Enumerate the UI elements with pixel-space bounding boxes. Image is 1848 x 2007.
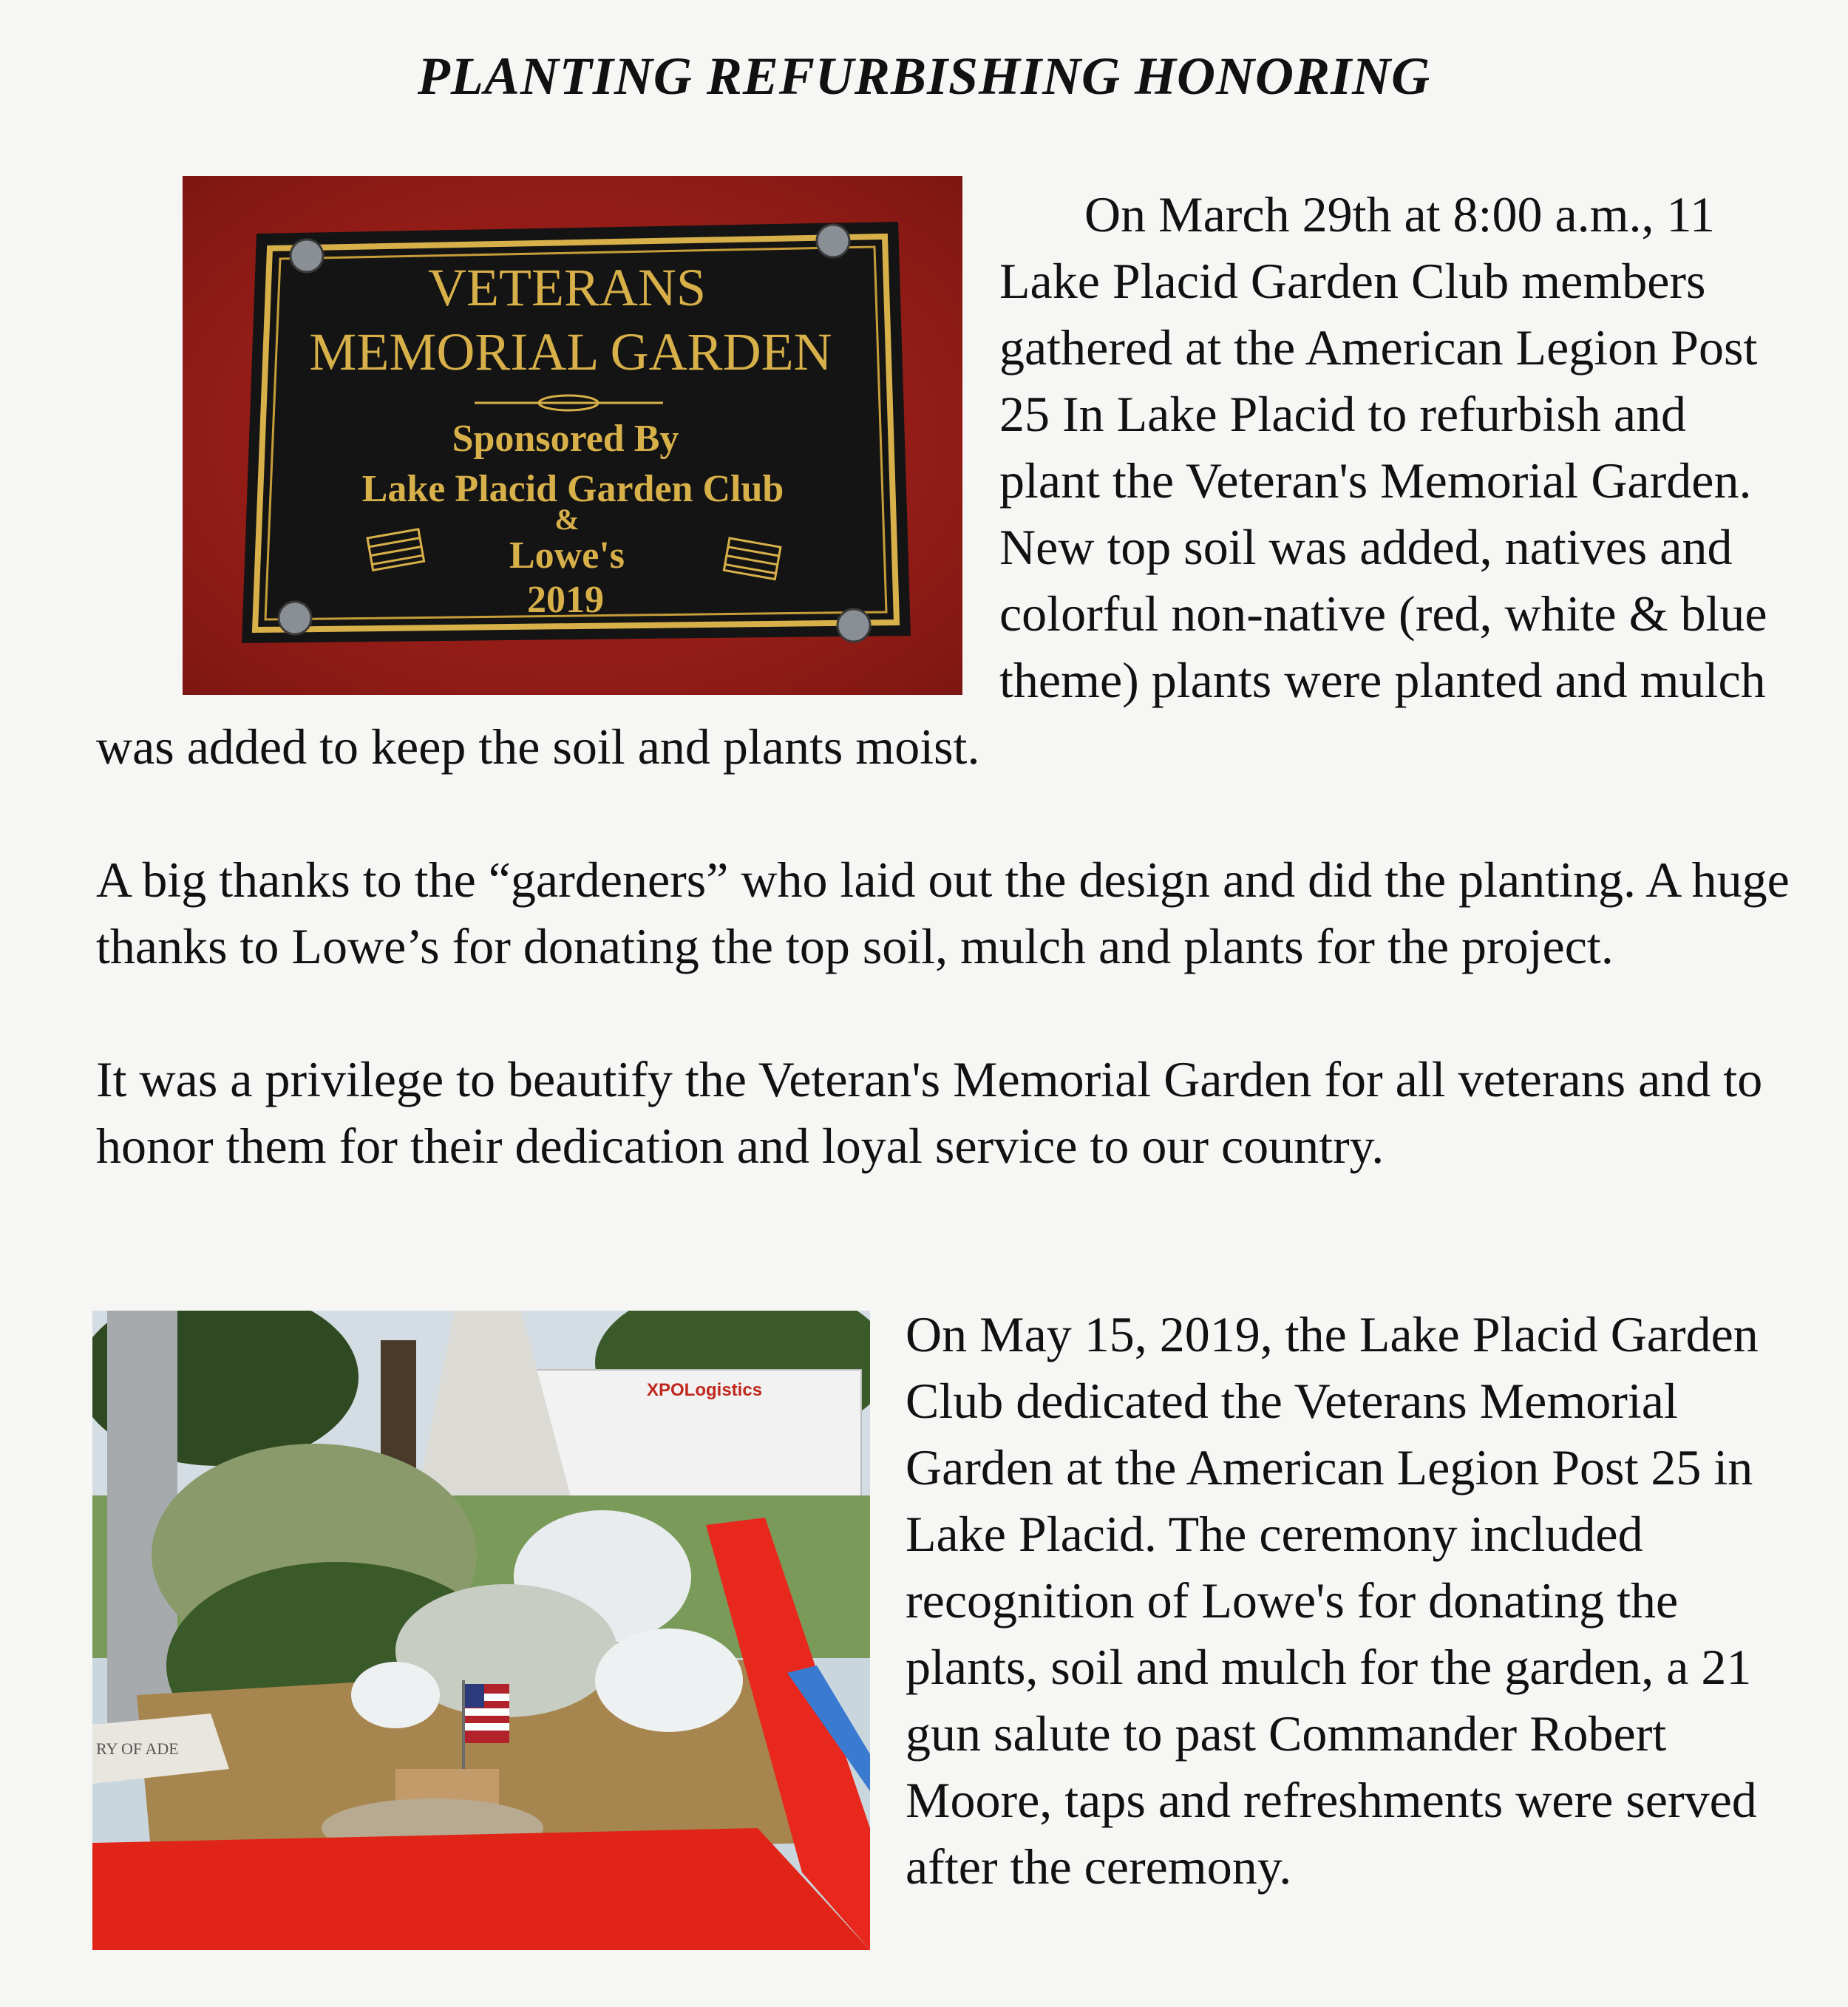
paragraph-4: On May 15, 2019, the Lake Placid Garden Club dedicated the Veterans Memorial Garden at the American Legion Post 25 in Lake Placid. The ceremony included recognition of Lowe's for donating the plants, soil and mulch for the garden, a 21 gun salute to past Commander Robert Moore, taps and refreshments were served after the ceremony. [906, 1306, 1759, 1895]
white-flowers [351, 1662, 440, 1728]
paragraph-1 [96, 181, 1796, 780]
truck-text: XPOLogistics [647, 1380, 763, 1400]
garden-photo [92, 1311, 870, 1950]
page-title: PLANTING REFURBISHING HONORING [417, 47, 1431, 106]
plaque-line-5: & [554, 503, 580, 536]
plaque-line-2: MEMORIAL GARDEN [309, 322, 832, 381]
white-flowers [595, 1629, 743, 1732]
marker-text: RY OF ADE [96, 1739, 179, 1758]
plaque-line-4: Lake Placid Garden Club [361, 468, 784, 510]
plaque-line-1: VETERANS [428, 258, 706, 317]
plaque-line-6: Lowe's [509, 534, 625, 577]
plaque-line-7: 2019 [527, 579, 604, 621]
plaque-line-3: Sponsored By [452, 418, 679, 460]
paragraph-1-text: On March 29th at 8:00 a.m., 11 Lake Placid Garden Club members gathered at the American Legion Post 25 In Lake Placid to refurbish and plant the Veteran's Memorial Garden. New top soil was added, natives and colorful non-native (red, white & blue theme) plants were planted and mulch was added to keep the soil and plants moist. [96, 186, 1767, 775]
paragraph-3: It was a privilege to beautify the Veteran's Memorial Garden for all veterans and to honor them for their dedication and loyal service to our country. [96, 1051, 1763, 1174]
paragraph-2: A big thanks to the “gardeners” who laid out the design and did the planting. A huge thanks to Lowe’s for donating the top soil, mulch and plants for the project. [96, 852, 1790, 974]
red-border [92, 1828, 870, 1950]
